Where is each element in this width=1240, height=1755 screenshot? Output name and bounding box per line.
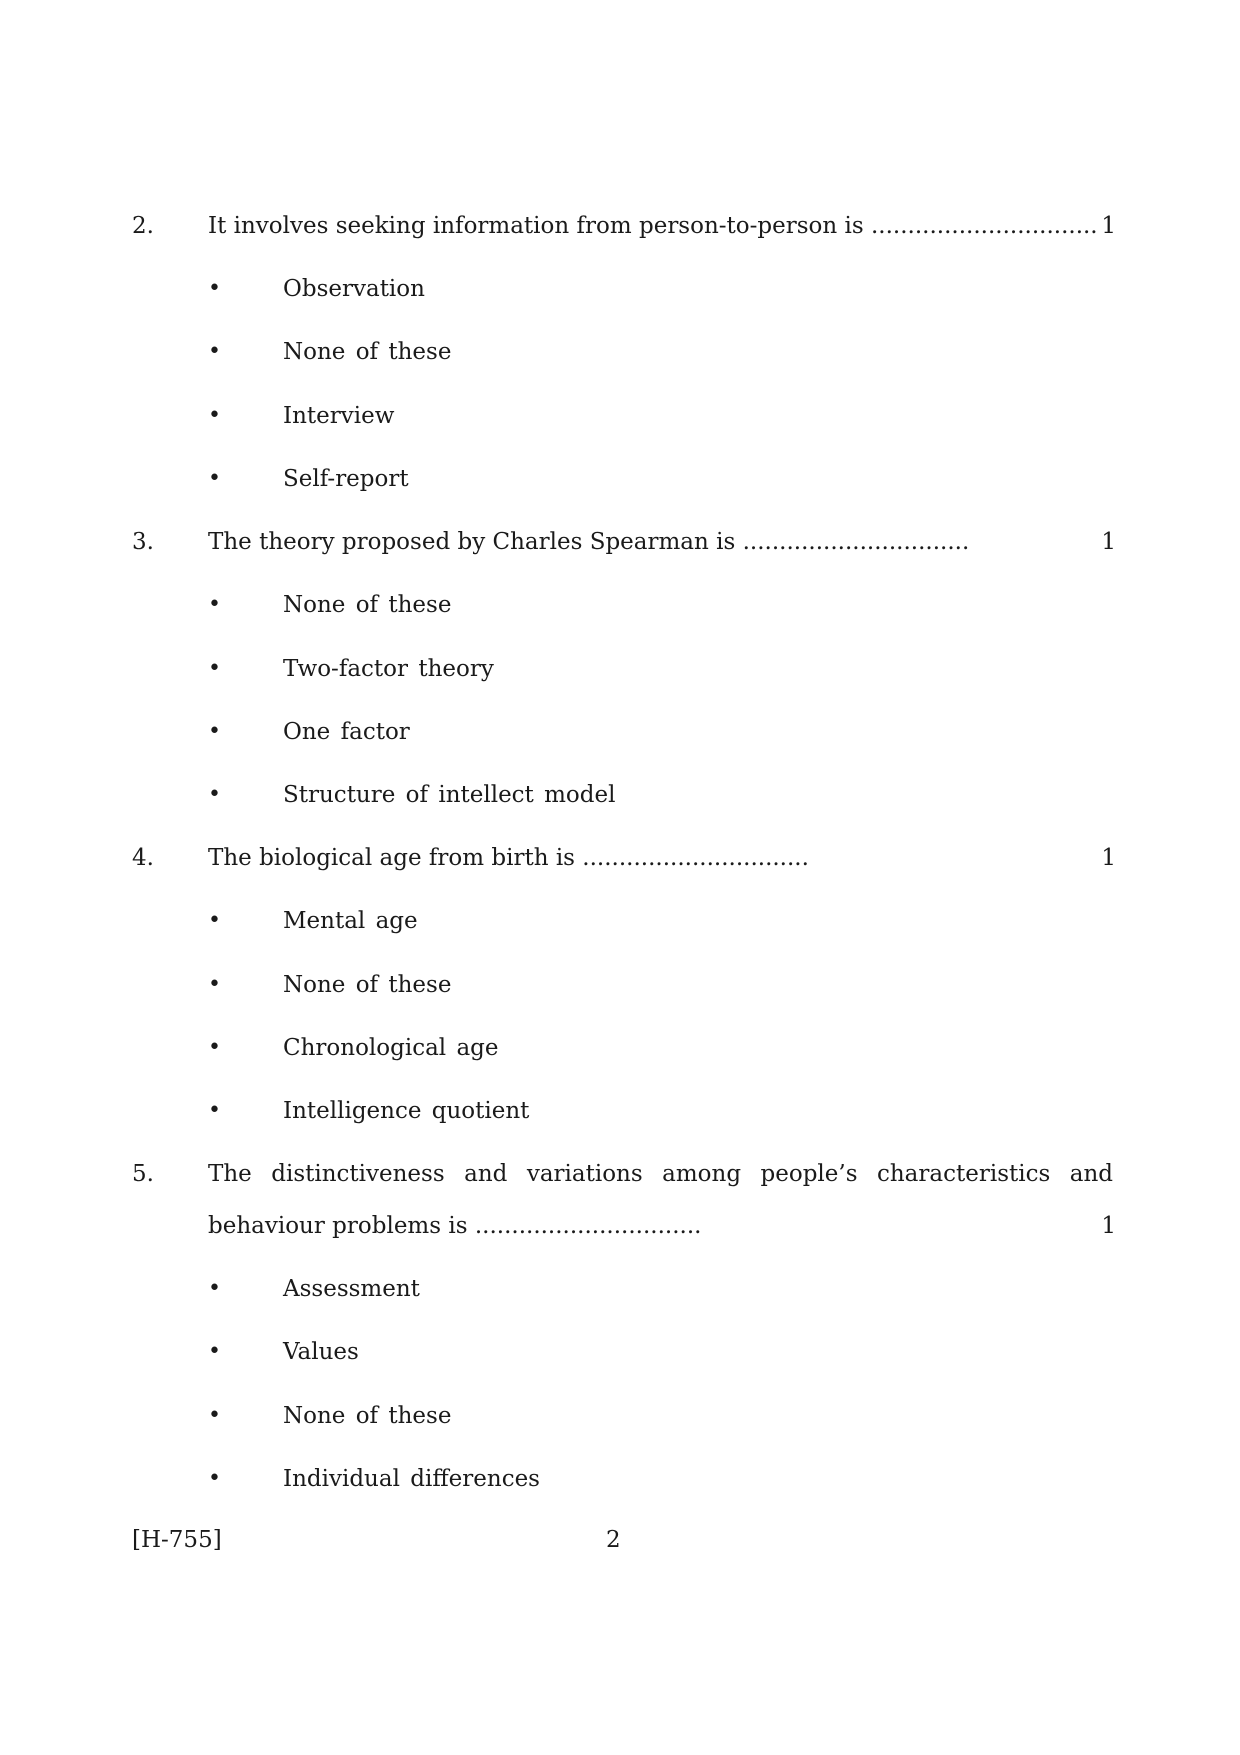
bullet-icon: • bbox=[208, 1339, 221, 1364]
option-item bbox=[0, 585, 1240, 625]
question-text: The distinctiveness and variations among people’s characteristics and bbox=[208, 1161, 1113, 1187]
bullet-icon: • bbox=[208, 466, 221, 491]
question-marks: 1 bbox=[1101, 1213, 1116, 1239]
question-number: 4. bbox=[132, 845, 154, 871]
option-item bbox=[0, 901, 1240, 941]
bullet-icon: • bbox=[208, 972, 221, 997]
option-item bbox=[0, 1269, 1240, 1309]
option-text: Values bbox=[283, 1339, 359, 1365]
question-marks: 1 bbox=[1101, 845, 1116, 871]
bullet-icon: • bbox=[208, 1098, 221, 1123]
option-item bbox=[0, 1459, 1240, 1499]
question-marks: 1 bbox=[1101, 213, 1116, 239]
option-text: None of these bbox=[283, 972, 452, 998]
bullet-icon: • bbox=[208, 1466, 221, 1491]
option-text: Observation bbox=[283, 276, 425, 302]
option-text: None of these bbox=[283, 1403, 452, 1429]
option-text: Chronological age bbox=[283, 1035, 499, 1061]
option-item bbox=[0, 459, 1240, 499]
option-item bbox=[0, 1028, 1240, 1068]
option-item bbox=[0, 712, 1240, 752]
question-2 bbox=[0, 206, 1240, 246]
option-item bbox=[0, 332, 1240, 372]
bullet-icon: • bbox=[208, 276, 221, 301]
option-text: Intelligence quotient bbox=[283, 1098, 530, 1124]
bullet-icon: • bbox=[208, 656, 221, 681]
bullet-icon: • bbox=[208, 1035, 221, 1060]
option-text: Self-report bbox=[283, 466, 409, 492]
option-text: Two-factor theory bbox=[283, 656, 494, 682]
bullet-icon: • bbox=[208, 1403, 221, 1428]
option-item bbox=[0, 649, 1240, 689]
option-item bbox=[0, 396, 1240, 436]
bullet-icon: • bbox=[208, 908, 221, 933]
question-number: 5. bbox=[132, 1161, 154, 1187]
option-text: One factor bbox=[283, 719, 410, 745]
question-number: 3. bbox=[132, 529, 154, 555]
question-text: The theory proposed by Charles Spearman is ............................... bbox=[208, 529, 970, 555]
bullet-icon: • bbox=[208, 592, 221, 617]
bullet-icon: • bbox=[208, 719, 221, 744]
option-item bbox=[0, 1396, 1240, 1436]
question-text-continued: behaviour problems is ............................... bbox=[208, 1213, 702, 1239]
question-4 bbox=[0, 838, 1240, 878]
paper-code: [H-755] bbox=[132, 1527, 222, 1553]
option-text: None of these bbox=[283, 339, 452, 365]
bullet-icon: • bbox=[208, 1276, 221, 1301]
option-item bbox=[0, 1332, 1240, 1372]
option-text: Individual differences bbox=[283, 1466, 540, 1492]
option-text: Assessment bbox=[283, 1276, 420, 1302]
question-text: It involves seeking information from person-to-person is ............................... bbox=[208, 213, 1098, 239]
option-text: Mental age bbox=[283, 908, 418, 934]
option-item bbox=[0, 965, 1240, 1005]
option-item bbox=[0, 1091, 1240, 1131]
option-text: Interview bbox=[283, 403, 395, 429]
question-number: 2. bbox=[132, 213, 154, 239]
option-text: Structure of intellect model bbox=[283, 782, 616, 808]
question-text: The biological age from birth is ............................... bbox=[208, 845, 809, 871]
bullet-icon: • bbox=[208, 339, 221, 364]
option-item bbox=[0, 269, 1240, 309]
bullet-icon: • bbox=[208, 782, 221, 807]
question-5-continued bbox=[0, 1206, 1240, 1246]
question-marks: 1 bbox=[1101, 529, 1116, 555]
bullet-icon: • bbox=[208, 403, 221, 428]
page-number: 2 bbox=[606, 1527, 621, 1553]
question-3 bbox=[0, 522, 1240, 562]
option-item bbox=[0, 775, 1240, 815]
option-text: None of these bbox=[283, 592, 452, 618]
question-5 bbox=[0, 1154, 1240, 1194]
